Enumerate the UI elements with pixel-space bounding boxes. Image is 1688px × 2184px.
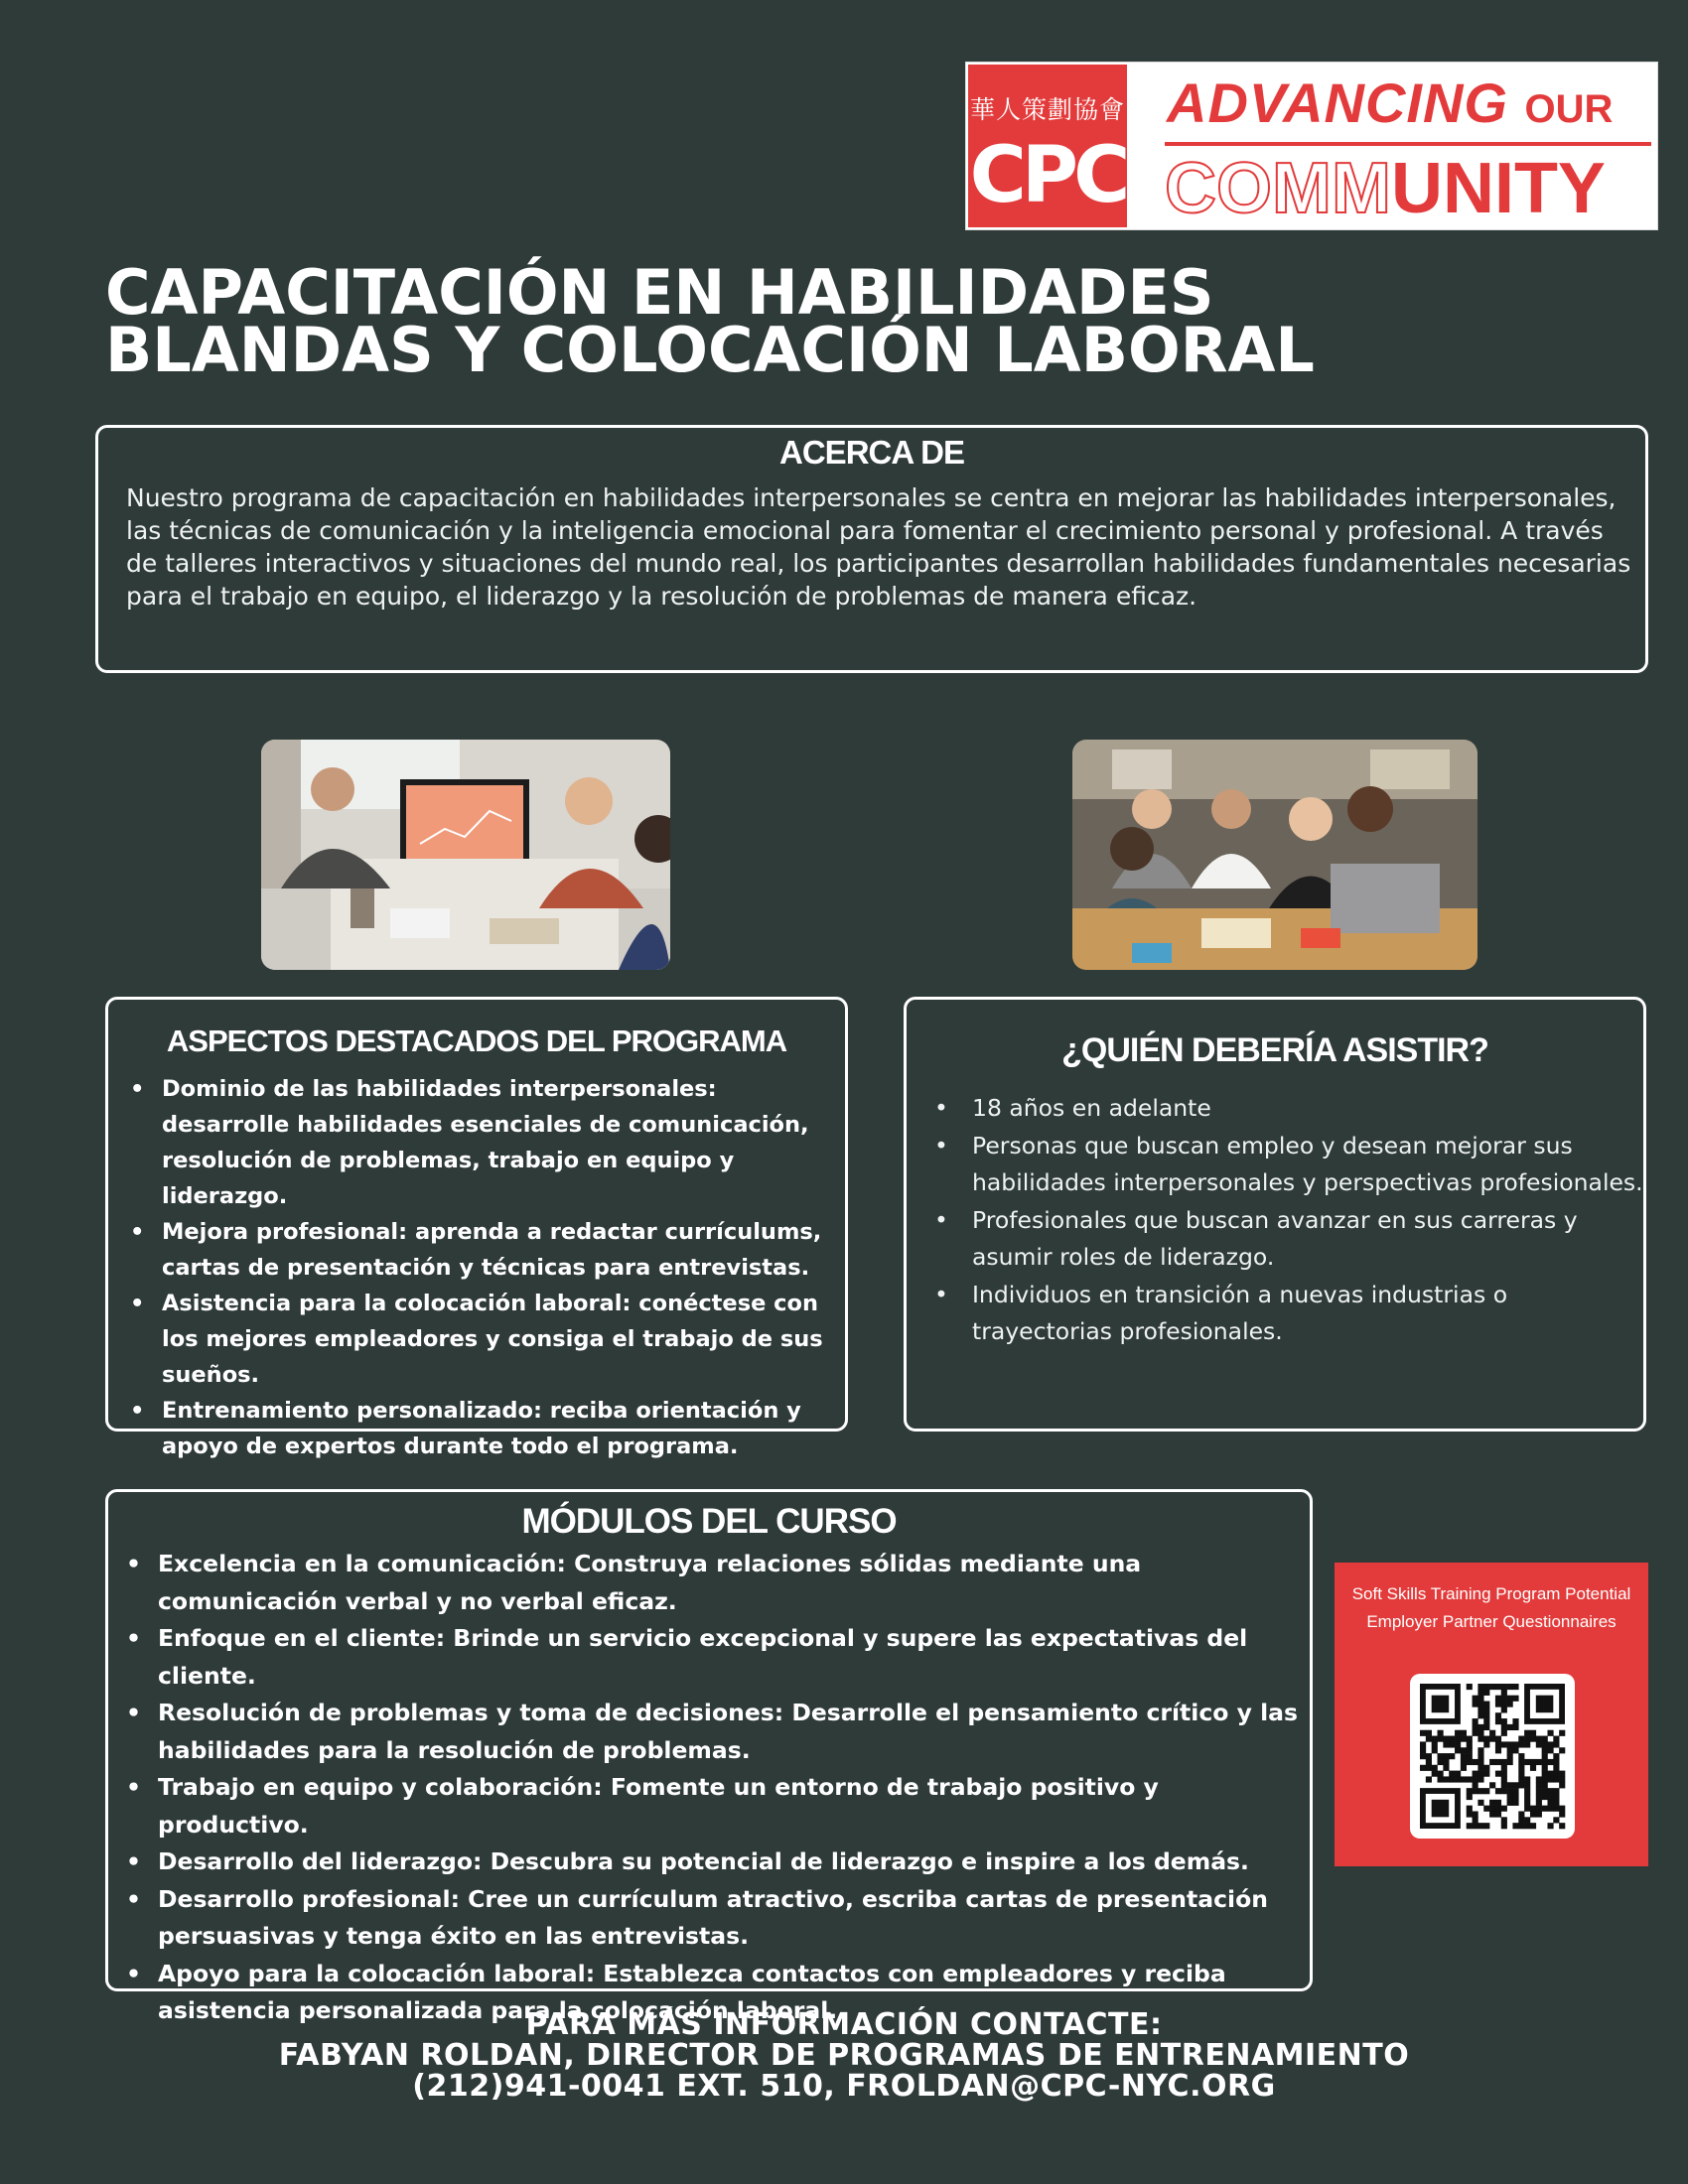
list-item: • Profesionales que buscan avanzar en sus carreras y asumir roles de liderazgo.	[972, 1202, 1643, 1277]
list-item: • 18 años en adelante	[972, 1090, 1643, 1128]
qr-caption: Soft Skills Training Program Potential Employer Partner Questionnaires	[1351, 1584, 1631, 1631]
who-heading: ¿QUIÉN DEBERÍA ASISTIR?	[1061, 1031, 1488, 1069]
team-meeting-illustration	[261, 740, 670, 970]
title-line-1: CAPACITACIÓN EN HABILIDADES	[105, 256, 1214, 329]
list-item: • Entrenamiento personalizado: reciba orientación y apoyo de expertos durante todo el programa.	[162, 1393, 845, 1464]
about-section	[95, 425, 1648, 673]
program-highlights-section	[105, 997, 848, 1459]
who-list	[907, 1090, 1643, 1351]
list-item: • Mejora profesional: aprenda a redactar currículums, cartas de presentación y técnicas para entrevistas.	[162, 1214, 845, 1286]
highlights-heading: ASPECTOS DESTACADOS DEL PROGRAMA	[166, 1024, 787, 1058]
page-title	[105, 256, 1595, 386]
logo-rule	[1165, 142, 1651, 146]
cpc-logo-mark	[968, 65, 1127, 227]
list-item: • Asistencia para la colocación laboral: conéctese con los mejores empleadores y consiga el trabajo de sus sueños.	[162, 1286, 845, 1393]
list-item: • Trabajo en equipo y colaboración: Fomente un entorno de trabajo positivo y productivo.	[158, 1769, 1310, 1843]
highlights-list	[108, 1071, 845, 1464]
logo-our-word: OUR	[1524, 87, 1614, 131]
group-laptop-photo	[1072, 740, 1477, 970]
contact-line-2: FABYAN ROLDAN, DIRECTOR DE PROGRAMAS DE ENTRENAMIENTO	[278, 2038, 1410, 2073]
qr-code[interactable]	[1410, 1674, 1575, 1839]
course-modules-section	[105, 1489, 1313, 2024]
about-text: Nuestro programa de capacitación en habilidades interpersonales se centra en mejorar las habilidades interpersonales, las técnicas de comunicación y la inteligencia emocional para fomentar el crecimiento personal y profesional. A través de talleres interactivos y situaciones del mundo real, los participantes desarrollan habilidades fundamentales necesarias para el trabajo en equipo, el liderazgo y la resolución de problemas de manera eficaz.	[126, 483, 1631, 611]
modules-list	[108, 1546, 1310, 2030]
cpc-letters: CPC	[969, 131, 1126, 220]
logo-advancing-word: ADVANCING	[1167, 71, 1508, 134]
list-item: • Excelencia en la comunicación: Construya relaciones sólidas mediante una comunicación verbal y no verbal eficaz.	[158, 1546, 1310, 1620]
list-item: • Personas que buscan empleo y desean mejorar sus habilidades interpersonales y perspectivas profesionales.	[972, 1128, 1643, 1202]
list-item: • Desarrollo profesional: Cree un currículum atractivo, escriba cartas de presentación persuasivas y tenga éxito en las entrevistas.	[158, 1881, 1310, 1956]
about-heading: ACERCA DE	[779, 434, 964, 471]
list-item: • Enfoque en el cliente: Brinde un servicio excepcional y supere las expectativas del cliente.	[158, 1620, 1310, 1695]
list-item: • Desarrollo del liderazgo: Descubra su potencial de liderazgo e inspire a los demás.	[158, 1843, 1310, 1881]
logo-comm-part: COMM	[1165, 149, 1391, 228]
qr-card[interactable]	[1335, 1563, 1648, 1866]
group-laptop-illustration	[1072, 740, 1477, 970]
contact-line-3[interactable]: (212)941-0041 EXT. 510, FROLDAN@CPC-NYC.ORG	[412, 2069, 1276, 2104]
modules-heading: MÓDULOS DEL CURSO	[521, 1502, 897, 1541]
team-meeting-photo	[261, 740, 670, 970]
cpc-chinese-name: 華人策劃協會	[969, 95, 1125, 124]
list-item: • Dominio de las habilidades interpersonales: desarrolle habilidades esenciales de comunicación, resolución de problemas, trabajo en equipo y liderazgo.	[162, 1071, 845, 1214]
list-item: • Individuos en transición a nuevas industrias o trayectorias profesionales.	[972, 1277, 1643, 1351]
list-item: • Apoyo para la colocación laboral: Establezca contactos con empleadores y reciba asistencia personalizada para la colocación laboral.	[158, 1956, 1310, 2030]
qr-code-icon	[1410, 1674, 1575, 1839]
who-should-attend-section	[904, 997, 1646, 1432]
title-line-2: BLANDAS Y COLOCACIÓN LABORAL	[105, 314, 1315, 386]
logo-advancing	[1167, 70, 1613, 135]
logo-community	[1165, 148, 1606, 229]
list-item: • Resolución de problemas y toma de decisiones: Desarrolle el pensamiento crítico y las habilidades para la resolución de problemas.	[158, 1695, 1310, 1769]
logo-unity-part: UNITY	[1390, 149, 1606, 228]
contact-line-1: PARA MÁS INFORMACIÓN CONTACTE:	[525, 2007, 1163, 2042]
cpc-logo	[965, 62, 1658, 230]
contact-info	[248, 2009, 1440, 2102]
